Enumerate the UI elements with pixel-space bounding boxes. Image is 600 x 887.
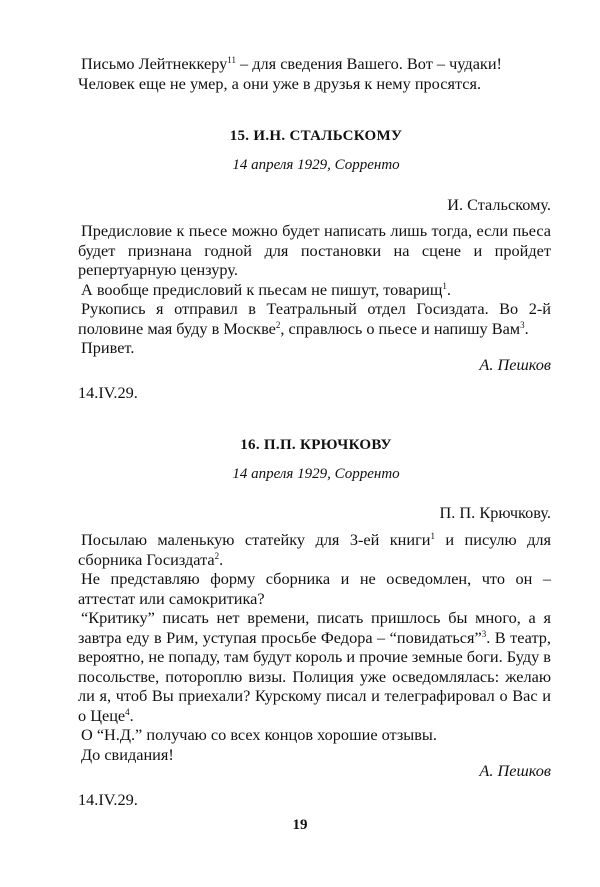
paragraph-text: “Критику” писать нет времени, писать пришлось бы много, а я завтра еду в Рим, уступая просьбе Федора – “повидаться” bbox=[78, 608, 551, 647]
letter-paragraph bbox=[78, 299, 551, 338]
letter-signature: А. Пешков bbox=[479, 355, 551, 374]
paragraph-text: и писулю для сборника Госиздата bbox=[78, 530, 551, 569]
intro-line-1 bbox=[81, 54, 551, 74]
letter-paragraph bbox=[78, 530, 551, 569]
footnote-ref: 4 bbox=[125, 706, 130, 717]
letter-paragraph: До свидания! bbox=[81, 744, 174, 764]
letter-addressee: И. Стальскому. bbox=[447, 195, 551, 214]
intro-text: Письмо Лейтнеккеру bbox=[81, 54, 228, 73]
footnote-ref: 2 bbox=[275, 319, 281, 330]
page-number: 19 bbox=[292, 817, 308, 833]
letter-paragraph: Не представляю форму сборника и не осведомлен, что он – аттестат или самокритика? bbox=[78, 569, 551, 608]
letter-paragraph: О “Н.Д.” получаю со всех концов хорошие отзывы. bbox=[81, 725, 437, 744]
letter-addressee: П. П. Крючкову. bbox=[439, 503, 551, 522]
paragraph-text: . bbox=[129, 705, 134, 725]
letter-dateline: 14 апреля 1929, Сорренто bbox=[232, 157, 400, 173]
paragraph-text: Посылаю маленькую статейку для 3-ей книги bbox=[81, 530, 431, 549]
footnote-ref: 1 bbox=[430, 531, 435, 541]
footnote-ref: 1 bbox=[442, 280, 447, 291]
letter-signature: А. Пешков bbox=[479, 761, 551, 780]
letter-body bbox=[78, 221, 551, 358]
footnote-ref: 3 bbox=[520, 319, 525, 330]
letter-heading: 15. И.Н. СТАЛЬСКОМУ bbox=[229, 128, 403, 144]
letter-dateline: 14 апреля 1929, Сорренто bbox=[232, 466, 400, 482]
intro-text: – для сведения Вашего. Вот – чудаки! bbox=[235, 54, 502, 73]
letter-date: 14.IV.29. bbox=[78, 790, 138, 809]
letter-paragraph: Привет. bbox=[81, 338, 135, 357]
letter-paragraph bbox=[78, 280, 551, 300]
paragraph-text: . bbox=[446, 279, 451, 299]
footnote-ref: 3 bbox=[481, 628, 487, 639]
paragraph-text: Рукопись я отправил в Театральный отдел Госиздата. Во 2-й половине мая буду в Москве bbox=[78, 299, 551, 338]
paragraph-text: . bbox=[219, 549, 224, 569]
letter-paragraph bbox=[78, 608, 551, 725]
letter-date: 14.IV.29. bbox=[78, 383, 138, 402]
paragraph-text: . В театр, вероятно, не попаду, там будут король и прочие земные боги. Буду в посольстве, потороплю визы. Полиция уже осведомлялась: желаю ли я, чтоб Вы приехали? Курскому писал и телеграфировал о Вас и о Цеце bbox=[78, 627, 551, 725]
paragraph-text: . bbox=[524, 318, 529, 338]
letter-heading: 16. П.П. КРЮЧКОВУ bbox=[240, 437, 392, 453]
footnote-ref: 2 bbox=[214, 550, 220, 561]
letter-paragraph: Предисловие к пьесе можно будет написать лишь тогда, если пьеса будет признана годной для постановки на сцене и пройдет репертуарную цензуру. bbox=[78, 221, 551, 279]
intro-line-2: Человек еще не умер, а они уже в друзья к нему просятся. bbox=[78, 74, 482, 93]
footnote-ref: 11 bbox=[227, 55, 236, 65]
paragraph-text: , справлюсь о пьесе и напишу Вам bbox=[280, 318, 521, 338]
letter-body bbox=[78, 530, 551, 764]
paragraph-text: А вообще предисловий к пьесам не пишут, товарищ bbox=[81, 279, 443, 299]
